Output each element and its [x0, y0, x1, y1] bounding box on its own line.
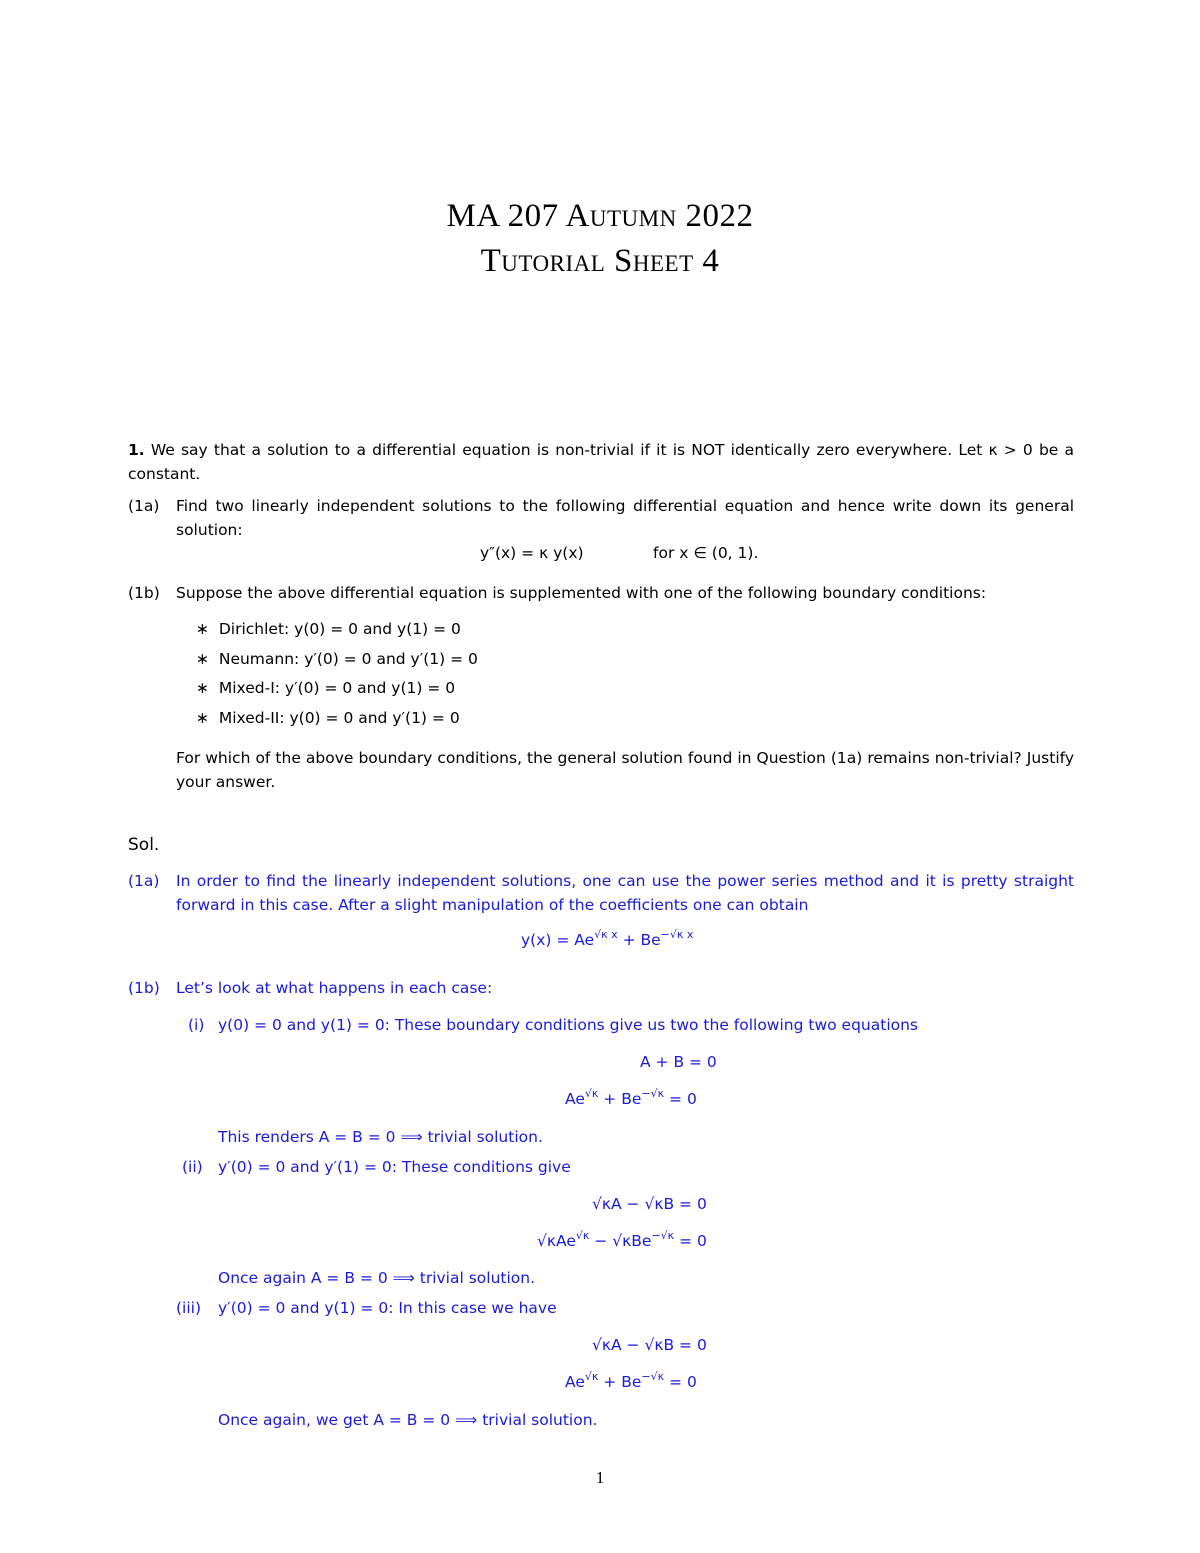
q1a-domain: for x ∈ (0, 1).	[653, 544, 759, 562]
case-iii-equation-2: $Ae^{√\kappa} + Be^{-√\kappa} = 0$	[565, 1370, 697, 1391]
bullet-item-mixed-2: ∗ Mixed-II: y(0) = 0 and y′(1) = 0	[196, 708, 460, 727]
q1a-label: (1a)	[128, 497, 160, 515]
q1b-text: Suppose the above differential equation is supplemented with one of the following boundary conditions:	[176, 584, 987, 602]
page-subtitle: Tutorial Sheet 4	[480, 243, 720, 279]
case-i-conclusion: This renders A = B = 0 ⟹ trivial solution.	[218, 1128, 543, 1146]
case-ii-conclusion: Once again A = B = 0 ⟹ trivial solution.	[218, 1269, 536, 1287]
solution-heading: Sol.	[128, 835, 160, 855]
case-i-label: (i)	[188, 1016, 205, 1034]
sol-1b-text: Let’s look at what happens in each case:	[176, 979, 493, 997]
question-1-intro	[128, 438, 1074, 486]
bullet-item-mixed-1: ∗ Mixed-I: y′(0) = 0 and y(1) = 0	[196, 679, 456, 697]
case-i-equation-2: $Ae^{√\kappa} + Be^{-√\kappa} = 0$	[565, 1087, 697, 1108]
case-ii-label: (ii)	[182, 1158, 203, 1176]
case-i-text: y(0) = 0 and y(1) = 0: These boundary conditions give us two the following two equations	[218, 1016, 919, 1034]
question-number: 1.	[128, 441, 145, 459]
sol-1a-label: (1a)	[128, 872, 160, 890]
case-i-equation-1: A + B = 0	[640, 1053, 717, 1071]
q1b-label: (1b)	[128, 584, 160, 602]
case-ii-equation-1: √κA − √κB = 0	[592, 1195, 707, 1213]
sol-1a-text: In order to find the linearly independent solutions, one can use the power series method and it is pretty straight forward in this case. After a slight manipulation of the coefficients one can obtain	[176, 872, 1074, 914]
sol-1b-label: (1b)	[128, 979, 160, 997]
case-iii-label: (iii)	[176, 1299, 202, 1317]
bullet-item-dirichlet: ∗ Dirichlet: y(0) = 0 and y(1) = 0	[196, 620, 461, 638]
case-ii-text: y′(0) = 0 and y′(1) = 0: These conditions give	[218, 1158, 571, 1176]
bullet-list	[196, 620, 478, 738]
case-iii-conclusion: Once again, we get A = B = 0 ⟹ trivial solution.	[218, 1411, 598, 1429]
page-number: 1	[595, 1468, 605, 1487]
bullet-item-neumann: ∗ Neumann: y′(0) = 0 and y′(1) = 0	[196, 649, 478, 668]
page-title: MA 207 Autumn 2022	[446, 198, 754, 234]
question-intro-text: We say that a solution to a differential equation is non-trivial if it is NOT identically zero everywhere. Let κ > 0 be a constant.	[128, 441, 1074, 483]
case-ii-equation-2: √κAe$^{√\kappa}$ − √κBe$^{-√\kappa}$ = 0	[537, 1229, 707, 1250]
q1a-text: Find two linearly independent solutions to the following differential equation and hence write down its general solution:	[176, 497, 1074, 539]
q1b-question: For which of the above boundary conditions, the general solution found in Question (1a) remains non-trivial? Justify your answer.	[176, 749, 1074, 791]
case-iii-equation-1: √κA − √κB = 0	[592, 1336, 707, 1354]
case-iii-text: y′(0) = 0 and y(1) = 0: In this case we have	[218, 1299, 557, 1317]
sol-1a-equation: $y(x) = Ae^{√\kappa x} + Be^{-√\kappa x}$	[521, 928, 694, 949]
q1a-equation: y″(x) = κ y(x)	[480, 544, 584, 562]
